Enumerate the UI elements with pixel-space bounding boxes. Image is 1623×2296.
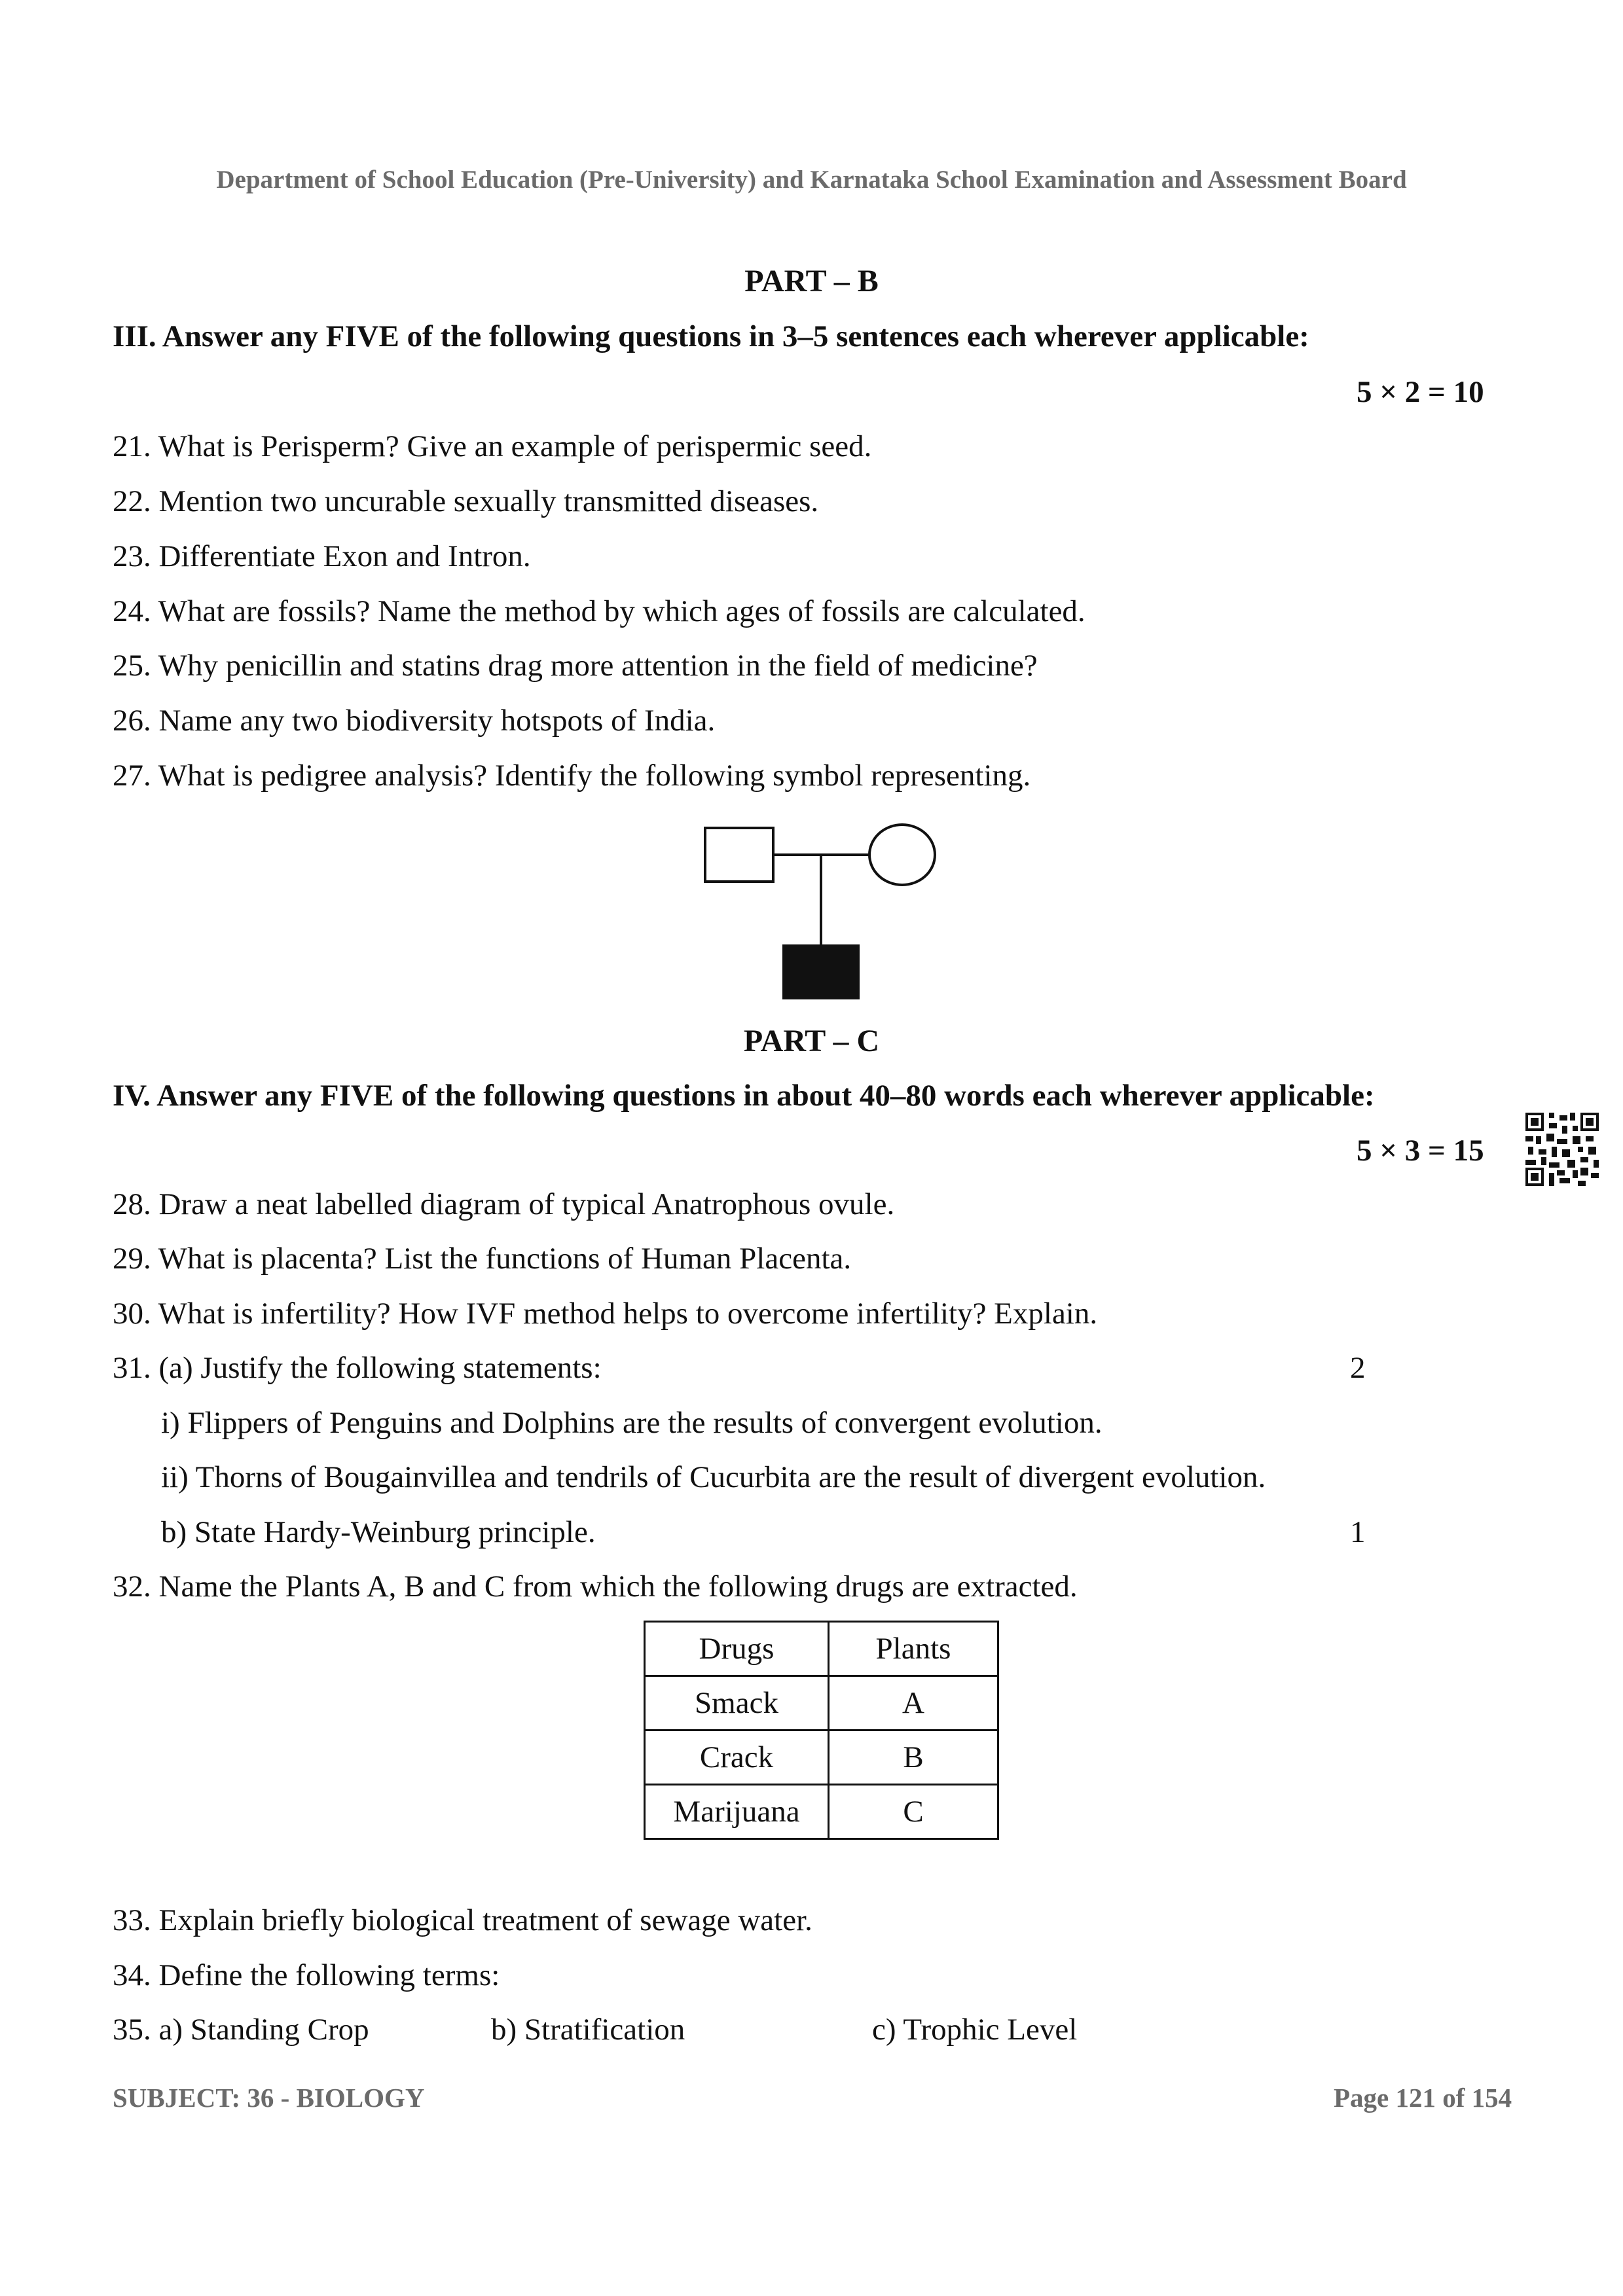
question-32: 32. Name the Plants A, B and C from which the following drugs are extracted. <box>113 1570 1078 1604</box>
drugs-plants-table <box>644 1621 999 1840</box>
question-24: 24. What are fossils? Name the method by which ages of fossils are calculated. <box>113 594 1085 628</box>
part-c-instruction: IV. Answer any FIVE of the following questions in about 40–80 words each wherever applicable: <box>113 1079 1375 1113</box>
table-row <box>645 1676 998 1731</box>
table-row <box>645 1731 998 1785</box>
table-header-row <box>645 1622 998 1676</box>
question-21: 21. What is Perisperm? Give an example of perispermic seed. <box>113 429 872 463</box>
question-35a: 35. a) Standing Crop <box>113 2013 369 2047</box>
table-cell-plant: A <box>829 1676 998 1731</box>
question-27: 27. What is pedigree analysis? Identify the following symbol representing. <box>113 759 1031 793</box>
qr-code-icon <box>1525 1113 1599 1186</box>
question-23: 23. Differentiate Exon and Intron. <box>113 539 531 573</box>
question-34: 34. Define the following terms: <box>113 1958 500 1992</box>
part-b-marks: 5 × 2 = 10 <box>1357 375 1484 409</box>
question-31a-i: i) Flippers of Penguins and Dolphins are the results of convergent evolution. <box>161 1406 1103 1440</box>
question-31b: b) State Hardy-Weinburg principle. <box>161 1515 596 1549</box>
table-header-plants: Plants <box>829 1622 998 1676</box>
table-cell-plant: B <box>829 1731 998 1785</box>
part-c-title: PART – C <box>743 1024 880 1058</box>
table-cell-drug: Smack <box>645 1676 829 1731</box>
question-35b: b) Stratification <box>491 2013 685 2047</box>
question-31b-marks: 1 <box>1350 1515 1366 1549</box>
part-b-title: PART – B <box>744 264 879 298</box>
footer-subject: SUBJECT: 36 - BIOLOGY <box>113 2083 425 2113</box>
board-header: Department of School Education (Pre-University) and Karnataka School Examination and Assessment Board <box>216 166 1407 194</box>
question-26: 26. Name any two biodiversity hotspots of India. <box>113 704 716 738</box>
question-22: 22. Mention two uncurable sexually transmitted diseases. <box>113 484 819 518</box>
question-28: 28. Draw a neat labelled diagram of typical Anatrophous ovule. <box>113 1187 895 1221</box>
table-cell-plant: C <box>829 1785 998 1839</box>
footer-page-number: Page 121 of 154 <box>1334 2083 1512 2113</box>
part-c-marks: 5 × 3 = 15 <box>1357 1134 1484 1168</box>
table-cell-drug: Marijuana <box>645 1785 829 1839</box>
question-30: 30. What is infertility? How IVF method helps to overcome infertility? Explain. <box>113 1297 1098 1331</box>
pedigree-affected-male <box>782 944 860 999</box>
question-29: 29. What is placenta? List the functions of Human Placenta. <box>113 1242 852 1276</box>
pedigree-diagram <box>694 815 949 1011</box>
part-b-instruction: III. Answer any FIVE of the following questions in 3–5 sentences each wherever applicable: <box>113 319 1309 353</box>
question-25: 25. Why penicillin and statins drag more attention in the field of medicine? <box>113 649 1038 683</box>
question-33: 33. Explain briefly biological treatment of sewage water. <box>113 1903 812 1937</box>
pedigree-female-parent <box>869 825 935 885</box>
question-31a-marks: 2 <box>1350 1351 1366 1385</box>
question-31a-ii: ii) Thorns of Bougainvillea and tendrils of Cucurbita are the result of divergent evolution. <box>161 1460 1266 1494</box>
question-35c: c) Trophic Level <box>872 2013 1078 2047</box>
table-row <box>645 1785 998 1839</box>
table-header-drugs: Drugs <box>645 1622 829 1676</box>
table-cell-drug: Crack <box>645 1731 829 1785</box>
question-31a: 31. (a) Justify the following statements: <box>113 1351 602 1385</box>
pedigree-male-parent <box>705 828 773 882</box>
